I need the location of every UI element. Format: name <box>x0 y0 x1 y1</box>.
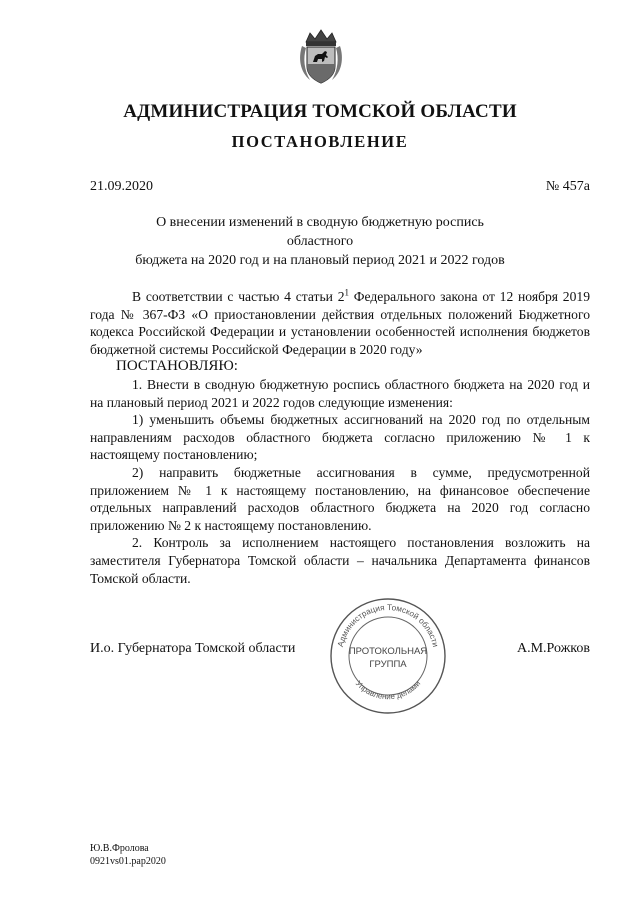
item-1: 1. Внести в сводную бюджетную роспись областного бюджета на 2020 год и на плановый период 2021 и 2022 годов следующие изменения: <box>90 376 590 410</box>
stamp-center-line-2: ГРУППА <box>369 659 407 670</box>
document-type: ПОСТАНОВЛЕНИЕ <box>231 132 409 151</box>
organization-title: АДМИНИСТРАЦИЯ ТОМСКОЙ ОБЛАСТИ <box>123 101 517 122</box>
preamble-paragraph <box>90 288 590 358</box>
item-2: 2. Контроль за исполнением настоящего постановления возложить на заместителя Губернатора Томской области – начальника Департамента финансов Томской области. <box>90 535 590 586</box>
document-date: 21.09.2020 <box>90 179 153 194</box>
preamble-superscript: 1 <box>344 287 350 298</box>
subject-line-1: О внесении изменений в сводную бюджетную роспись областного <box>156 215 484 249</box>
document-number: № 457а <box>545 179 590 194</box>
protocol-group-stamp <box>328 596 448 716</box>
preamble-start: В соответствии с частью 4 статьи 2 <box>132 289 345 304</box>
stamp-bottom-text: Управление делами <box>353 678 423 702</box>
item-1-subitem-1: 1) уменьшить объемы бюджетных ассигнований на 2020 год по отдельным направлениям расходов областного бюджета согласно приложению № 1 к настоящему постановлению; <box>90 412 590 463</box>
footer-file: 0921vs01.pap2020 <box>90 856 166 867</box>
footer-info <box>90 842 166 868</box>
decree-word: ПОСТАНОВЛЯЮ: <box>116 358 238 375</box>
stamp-ring-text: Администрация Томской области <box>335 602 441 648</box>
preamble-end: Федерального закона от 12 ноября 2019 года № 367-ФЗ «О приостановлении действия отдельных положений Бюджетного кодекса Российской Федерации и установлении особенностей исполнения бюджетов бюджетной системы Российской Федерации в 2020 году» <box>90 289 590 357</box>
document-body <box>90 288 590 587</box>
subject-line-2: бюджета на 2020 год и на плановый период 2021 и 2022 годов <box>135 253 505 268</box>
stamp-center-line-1: ПРОТОКОЛЬНАЯ <box>348 646 428 657</box>
item-1-subitem-2: 2) направить бюджетные ассигнования в сумме, предусмотренной приложением № 1 к настоящему постановлению, на финансовое обеспечение отдельных направлений расходов областного бюджета на 2020 год согласно приложению № 2 к настоящему постановлению. <box>90 464 590 533</box>
signatory-name: А.М.Рожков <box>516 641 590 656</box>
tomsk-region-coat-of-arms-icon <box>298 28 344 86</box>
footer-executor: Ю.В.Фролова <box>90 843 149 854</box>
signatory-position: И.о. Губернатора Томской области <box>90 641 296 656</box>
document-subject <box>130 213 510 270</box>
